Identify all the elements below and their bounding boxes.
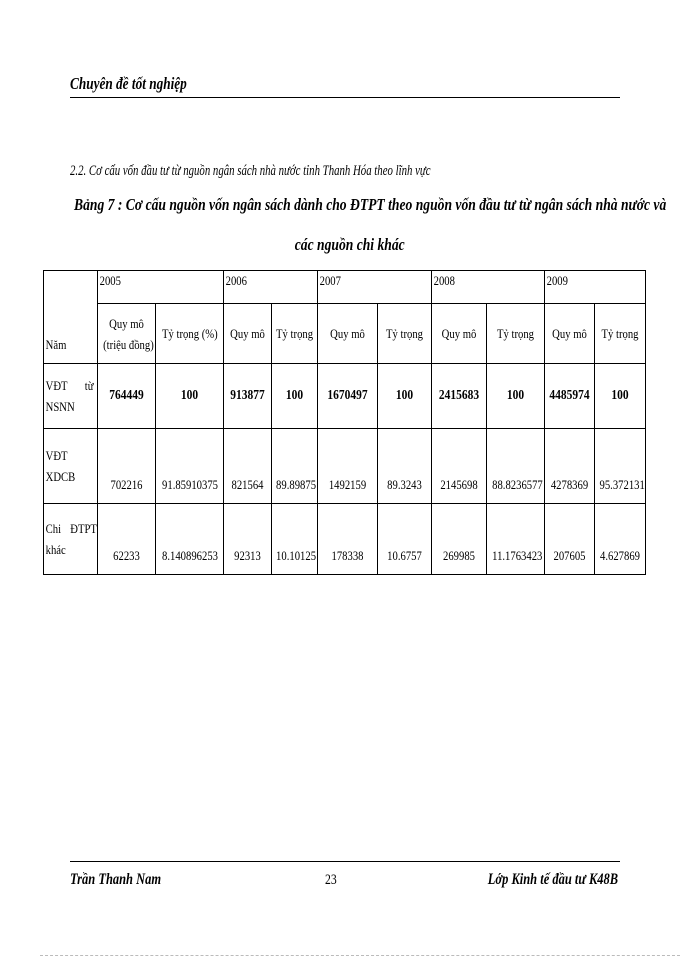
col-size-header: Quy mô (triệu đồng): [98, 304, 156, 364]
year-2008: 2008: [432, 271, 545, 304]
footer-class: Lớp Kinh tế đầu tư K48B: [487, 871, 618, 888]
year-header-row: [44, 271, 646, 304]
table-cell: 1670497: [318, 364, 378, 429]
table-cell: 764449: [98, 364, 156, 429]
table-row: [44, 429, 646, 504]
table-cell: 2415683: [432, 364, 487, 429]
row-label-header: Năm: [44, 271, 98, 364]
table-cell: 4485974: [545, 364, 595, 429]
table-cell: 62233: [98, 504, 156, 575]
col-size-header: Quy mô: [432, 304, 487, 364]
page-number: 23: [325, 872, 337, 888]
col-share-header: Tỷ trọng: [272, 304, 318, 364]
table-cell: 100: [156, 364, 224, 429]
row-label: Chi ĐTPT khác: [44, 504, 98, 575]
col-share-header: Tỷ trọng: [378, 304, 432, 364]
table-cell: 821564: [224, 429, 272, 504]
page-edge-divider: [40, 955, 680, 956]
table-cell: 89.89875: [272, 429, 318, 504]
table-cell: 207605: [545, 504, 595, 575]
table-cell: 4.627869: [595, 504, 646, 575]
table-cell: 100: [378, 364, 432, 429]
col-size-header: Quy mô: [224, 304, 272, 364]
table-cell: 100: [487, 364, 545, 429]
table-row: [44, 504, 646, 575]
year-2007: 2007: [318, 271, 432, 304]
col-share-header: Tỷ trọng: [487, 304, 545, 364]
investment-structure-table: [43, 270, 646, 575]
row-label: VĐT từ NSNN: [44, 364, 98, 429]
footer-author: Trần Thanh Nam: [70, 871, 162, 888]
row-label: VĐT XDCB: [44, 429, 98, 504]
table-cell: 88.8236577: [487, 429, 545, 504]
table-cell: 913877: [224, 364, 272, 429]
page-header-title: Chuyên đề tốt nghiệp: [70, 74, 187, 93]
table-cell: 8.140896253: [156, 504, 224, 575]
footer-rule: [70, 861, 620, 862]
table-cell: 100: [272, 364, 318, 429]
header-rule: [70, 97, 620, 98]
year-2009: 2009: [545, 271, 646, 304]
column-header-row: [44, 304, 646, 364]
table-cell: 89.3243: [378, 429, 432, 504]
table-cell: 178338: [318, 504, 378, 575]
table-cell: 91.85910375: [156, 429, 224, 504]
table-caption-line2: các nguồn chi khác: [295, 235, 405, 254]
table-cell: 269985: [432, 504, 487, 575]
col-share-header: Tỷ trọng: [595, 304, 646, 364]
table-cell: 11.1763423: [487, 504, 545, 575]
table-cell: 100: [595, 364, 646, 429]
table-cell: 92313: [224, 504, 272, 575]
year-2006: 2006: [224, 271, 318, 304]
table-cell: 702216: [98, 429, 156, 504]
table-caption-line1: Bảng 7 : Cơ cấu nguồn vốn ngân sách dành cho ĐTPT theo nguồn vốn đầu tư từ ngân sách nhà nước và: [74, 195, 667, 214]
col-size-header: Quy mô: [318, 304, 378, 364]
table-cell: 95.372131: [595, 429, 646, 504]
table-cell: 10.6757: [378, 504, 432, 575]
table-cell: 10.10125: [272, 504, 318, 575]
col-size-header: Quy mô: [545, 304, 595, 364]
table-cell: 4278369: [545, 429, 595, 504]
table-row: [44, 364, 646, 429]
section-heading: 2.2. Cơ cấu vốn đầu tư từ nguồn ngân sách nhà nước tỉnh Thanh Hóa theo lĩnh vực: [70, 163, 431, 179]
table-cell: 2145698: [432, 429, 487, 504]
year-2005: 2005: [98, 271, 224, 304]
table-cell: 1492159: [318, 429, 378, 504]
col-share-header: Tỷ trọng (%): [156, 304, 224, 364]
